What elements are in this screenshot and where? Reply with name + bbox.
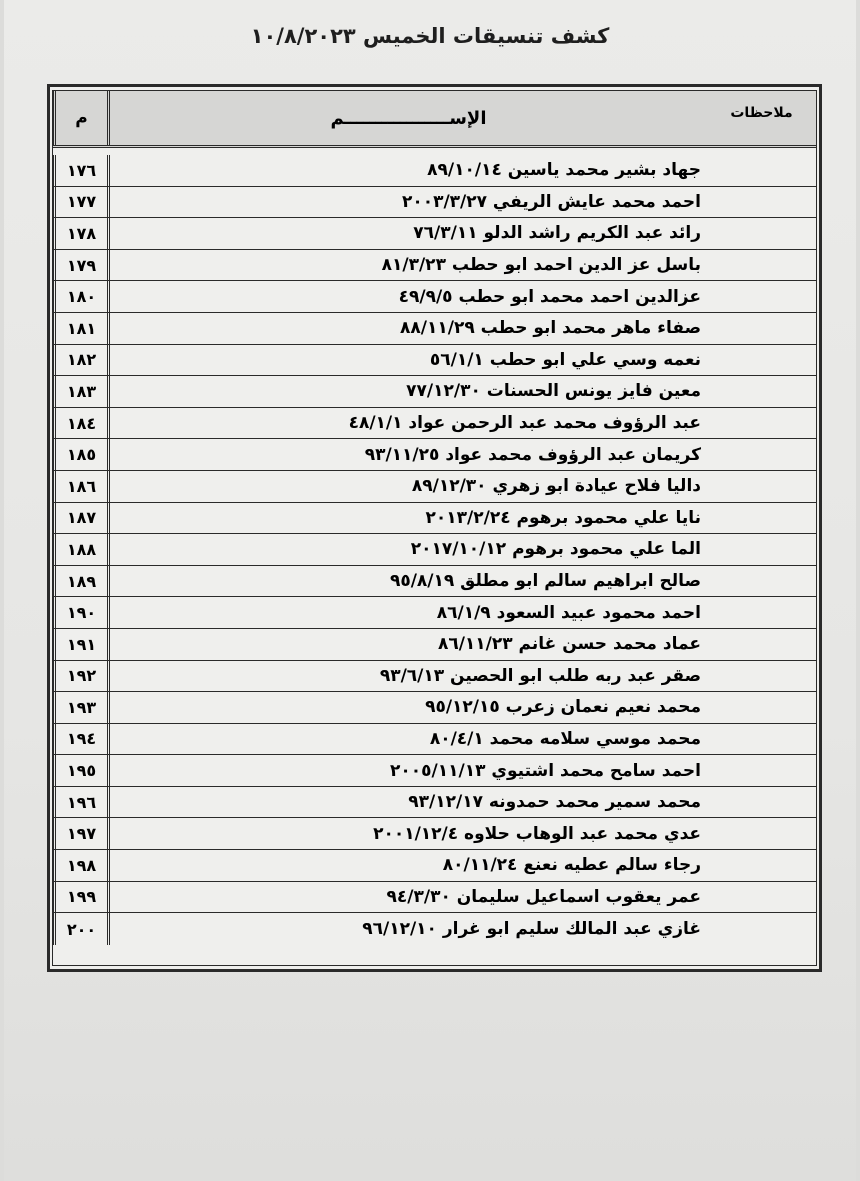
- table-row: [53, 850, 816, 882]
- row-notes: [707, 882, 816, 913]
- row-notes: [707, 218, 816, 249]
- row-notes: [707, 250, 816, 281]
- row-number: ١٩٤: [53, 724, 107, 755]
- table-row: [53, 629, 816, 661]
- table-header-row: [53, 91, 816, 148]
- table-row: [53, 787, 816, 819]
- row-number: ٢٠٠: [53, 913, 107, 945]
- row-notes: [707, 155, 816, 186]
- row-number: ١٩٥: [53, 755, 107, 786]
- row-number: ١٩٠: [53, 597, 107, 628]
- table-row: [53, 503, 816, 535]
- row-number: ١٨٨: [53, 534, 107, 565]
- row-notes: [707, 850, 816, 881]
- row-name: عمر يعقوب اسماعيل سليمان ٩٤/٣/٣٠: [107, 882, 707, 913]
- row-name: احمد محمد عايش الريفي ٢٠٠٣/٣/٢٧: [107, 187, 707, 218]
- row-notes: [707, 566, 816, 597]
- row-notes: [707, 408, 816, 439]
- row-number: ١٨١: [53, 313, 107, 344]
- row-name: نعمه وسي علي ابو حطب ٥٦/١/١: [107, 345, 707, 376]
- table-row: [53, 913, 816, 945]
- table-row: [53, 597, 816, 629]
- row-name: احمد سامح محمد اشتيوي ٢٠٠٥/١١/١٣: [107, 755, 707, 786]
- row-notes: [707, 755, 816, 786]
- row-notes: [707, 439, 816, 470]
- table-row: [53, 755, 816, 787]
- row-name: نايا علي محمود برهوم ٢٠١٣/٢/٢٤: [107, 503, 707, 534]
- row-notes: [707, 345, 816, 376]
- row-notes: [707, 597, 816, 628]
- table-row: [53, 724, 816, 756]
- table-row: [53, 218, 816, 250]
- table-row: [53, 566, 816, 598]
- row-notes: [707, 661, 816, 692]
- row-number: ١٨٠: [53, 281, 107, 312]
- row-number: ١٨٤: [53, 408, 107, 439]
- row-number: ١٩٩: [53, 882, 107, 913]
- row-number: ١٨٣: [53, 376, 107, 407]
- row-number: ١٩٣: [53, 692, 107, 723]
- row-name: رجاء سالم عطيه نعنع ٨٠/١١/٢٤: [107, 850, 707, 881]
- row-name: عماد محمد حسن غانم ٨٦/١١/٢٣: [107, 629, 707, 660]
- table-row: [53, 250, 816, 282]
- row-number: ١٨٥: [53, 439, 107, 470]
- row-name: داليا فلاح عيادة ابو زهري ٨٩/١٢/٣٠: [107, 471, 707, 502]
- row-number: ١٧٦: [53, 155, 107, 186]
- table-body: [53, 155, 816, 965]
- row-notes: [707, 376, 816, 407]
- row-name: غازي عبد المالك سليم ابو غرار ٩٦/١٢/١٠: [107, 913, 707, 945]
- row-name: رائد عبد الكريم راشد الدلو ٧٦/٣/١١: [107, 218, 707, 249]
- table-row: [53, 155, 816, 187]
- row-name: عدي محمد عبد الوهاب حلاوه ٢٠٠١/١٢/٤: [107, 818, 707, 849]
- table-row: [53, 661, 816, 693]
- table-row: [53, 534, 816, 566]
- header-notes: ملاحظات: [730, 105, 793, 121]
- row-number: ١٩٢: [53, 661, 107, 692]
- row-name: الما علي محمود برهوم ٢٠١٧/١٠/١٢: [107, 534, 707, 565]
- table-row: [53, 313, 816, 345]
- row-notes: [707, 818, 816, 849]
- table-row: [53, 818, 816, 850]
- names-table: [47, 84, 822, 972]
- table-row: [53, 376, 816, 408]
- table-row: [53, 408, 816, 440]
- row-notes: [707, 503, 816, 534]
- row-number: ١٩٧: [53, 818, 107, 849]
- row-name: عبد الرؤوف محمد عبد الرحمن عواد ٤٨/١/١: [107, 408, 707, 439]
- table-row: [53, 187, 816, 219]
- row-number: ١٧٨: [53, 218, 107, 249]
- row-notes: [707, 913, 816, 945]
- row-name: صالح ابراهيم سالم ابو مطلق ٩٥/٨/١٩: [107, 566, 707, 597]
- row-number: ١٩٦: [53, 787, 107, 818]
- row-name: صقر عبد ربه طلب ابو الحصين ٩٣/٦/١٣: [107, 661, 707, 692]
- row-notes: [707, 534, 816, 565]
- row-number: ١٩١: [53, 629, 107, 660]
- table-inner-border: [52, 90, 817, 966]
- row-notes: [707, 787, 816, 818]
- row-number: ١٧٩: [53, 250, 107, 281]
- row-notes: [707, 187, 816, 218]
- row-name: احمد محمود عبيد السعود ٨٦/١/٩: [107, 597, 707, 628]
- row-notes: [707, 281, 816, 312]
- table-row: [53, 882, 816, 914]
- row-number: ١٨٧: [53, 503, 107, 534]
- row-name: عزالدين احمد محمد ابو حطب ٤٩/٩/٥: [107, 281, 707, 312]
- row-number: ١٨٢: [53, 345, 107, 376]
- header-number: م: [53, 91, 107, 145]
- table-row: [53, 281, 816, 313]
- row-name: صفاء ماهر محمد ابو حطب ٨٨/١١/٢٩: [107, 313, 707, 344]
- row-notes: [707, 313, 816, 344]
- table-row: [53, 471, 816, 503]
- row-notes: [707, 471, 816, 502]
- row-number: ١٨٦: [53, 471, 107, 502]
- row-name: باسل عز الدين احمد ابو حطب ٨١/٣/٢٣: [107, 250, 707, 281]
- row-notes: [707, 724, 816, 755]
- table-row: [53, 692, 816, 724]
- row-name: محمد سمير محمد حمدونه ٩٣/١٢/١٧: [107, 787, 707, 818]
- table-row: [53, 439, 816, 471]
- row-name: محمد موسي سلامه محمد ٨٠/٤/١: [107, 724, 707, 755]
- row-name: جهاد بشير محمد ياسين ٨٩/١٠/١٤: [107, 155, 707, 186]
- row-number: ١٨٩: [53, 566, 107, 597]
- row-number: ١٧٧: [53, 187, 107, 218]
- row-notes: [707, 692, 816, 723]
- row-name: كريمان عبد الرؤوف محمد عواد ٩٣/١١/٢٥: [107, 439, 707, 470]
- header-name: الإســـــــــــــــــم: [107, 91, 707, 145]
- row-name: محمد نعيم نعمان زعرب ٩٥/١٢/١٥: [107, 692, 707, 723]
- row-name: معين فايز يونس الحسنات ٧٧/١٢/٣٠: [107, 376, 707, 407]
- row-notes: [707, 629, 816, 660]
- table-row: [53, 345, 816, 377]
- page-title: كشف تنسيقات الخميس ١٠/٨/٢٠٢٣: [250, 24, 610, 48]
- row-number: ١٩٨: [53, 850, 107, 881]
